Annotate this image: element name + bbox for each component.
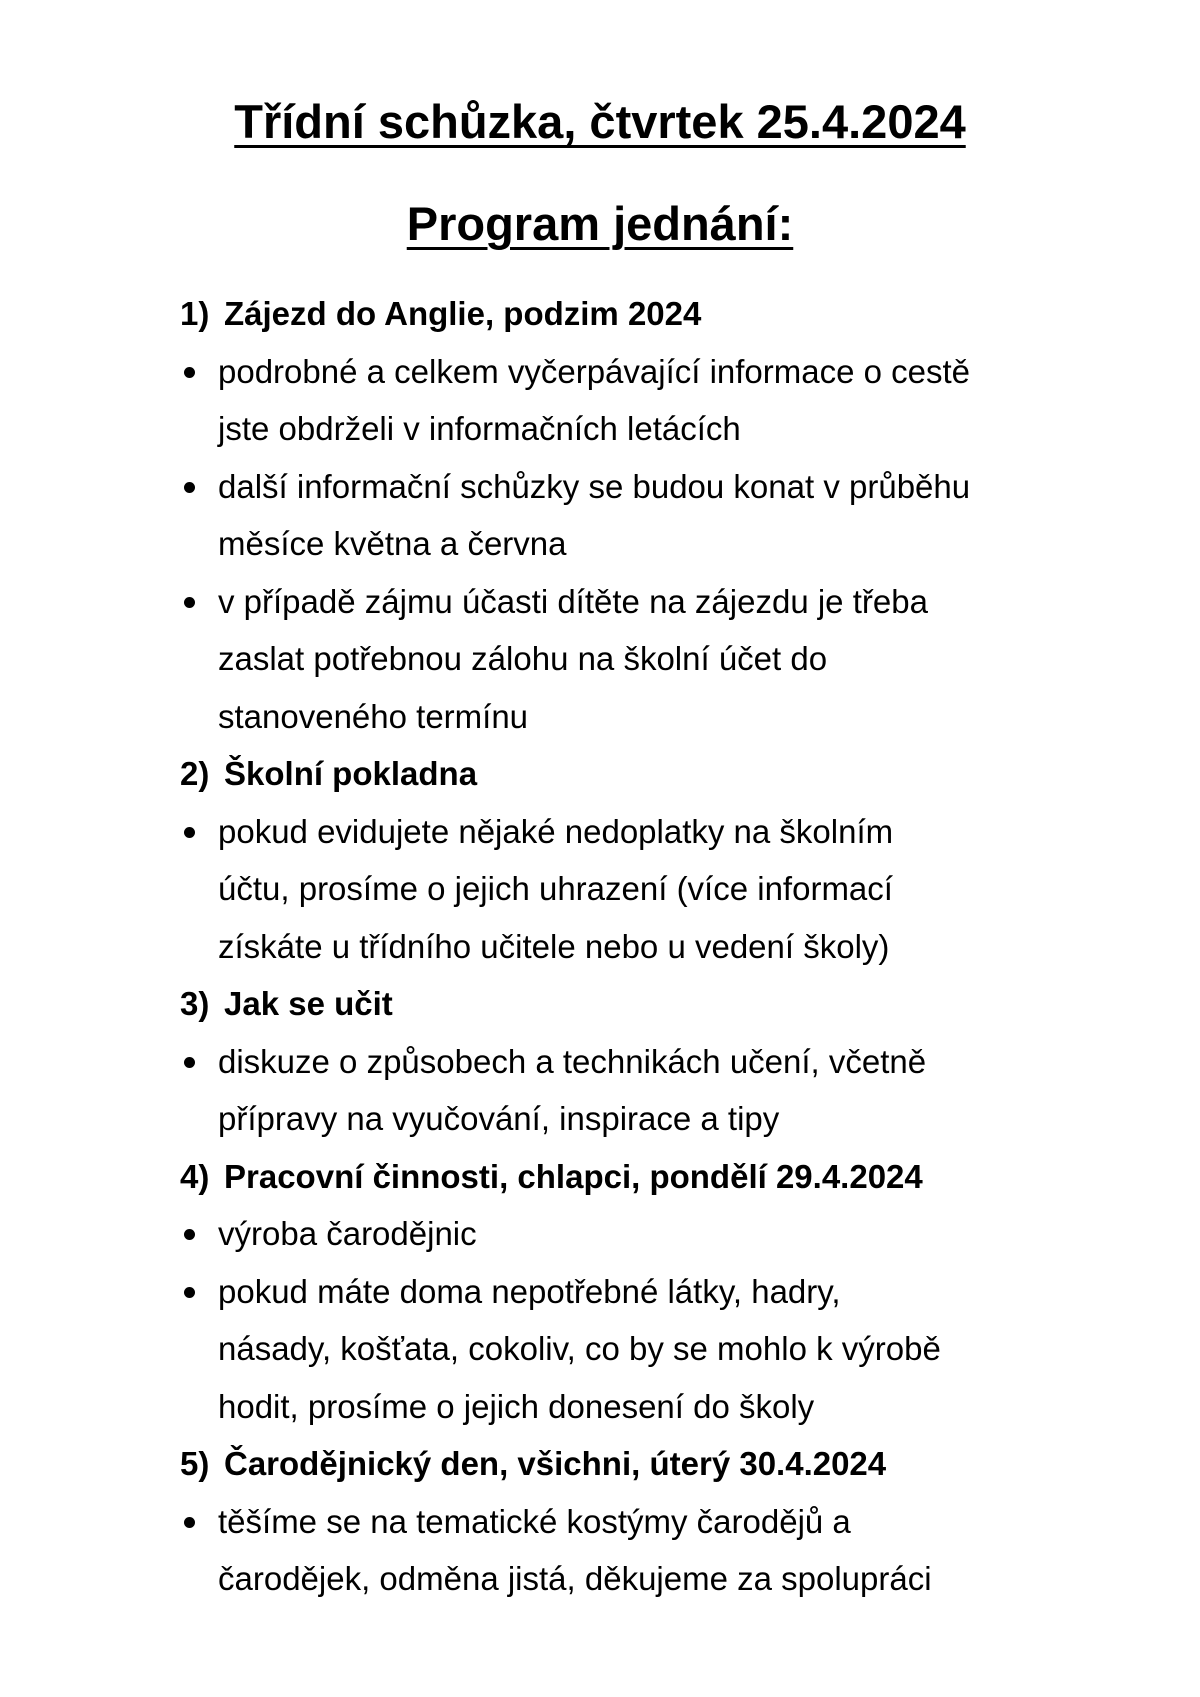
agenda-heading-text: Program jednání: <box>406 197 794 250</box>
bullet-dot-icon <box>184 367 195 378</box>
bullet-item <box>180 458 1080 573</box>
agenda-item-heading <box>180 745 1080 803</box>
agenda-item-title: Čarodějnický den, všichni, úterý 30.4.2024 <box>224 1445 887 1482</box>
agenda-item-heading <box>180 1148 1080 1206</box>
agenda-item-title: Jak se učit <box>224 985 393 1022</box>
bullet-item <box>180 573 1080 746</box>
bullet-dot-icon <box>184 597 195 608</box>
bullet-text-line: diskuze o způsobech a technikách učení, včetně <box>218 1042 927 1080</box>
bullet-item <box>180 1205 1080 1263</box>
bullet-text-line: pokud evidujete nějaké nedoplatky na školním <box>218 812 894 850</box>
bullet-text-line: podrobné a celkem vyčerpávající informace o cestě <box>218 352 971 390</box>
bullet-text-line: v případě zájmu účasti dítěte na zájezdu je třeba <box>218 582 928 620</box>
agenda-list <box>180 285 1080 1608</box>
bullet-text-line: přípravy na vyučování, inspirace a tipy <box>218 1100 780 1137</box>
bullet-text-line: těšíme se na tematické kostýmy čarodějů a <box>218 1502 851 1540</box>
agenda-item-title: Zájezd do Anglie, podzim 2024 <box>224 295 702 332</box>
bullet-text-line: zaslat potřebnou zálohu na školní účet do <box>218 640 828 677</box>
bullet-text-line: jste obdrželi v informačních letácích <box>218 410 741 447</box>
bullet-text-line: čarodějek, odměna jistá, děkujeme za spolupráci <box>218 1560 932 1597</box>
agenda-item-number: 5) <box>180 1445 210 1482</box>
bullet-dot-icon <box>184 1287 195 1298</box>
agenda-item-number: 1) <box>180 295 210 332</box>
agenda-item-number: 3) <box>180 985 210 1022</box>
agenda-item-heading <box>180 975 1080 1033</box>
bullet-text-line: násady, košťata, cokoliv, co by se mohlo k výrobě <box>218 1330 941 1367</box>
bullet-dot-icon <box>184 1057 195 1068</box>
bullet-text-line: stanoveného termínu <box>218 697 529 735</box>
document-title-text: Třídní schůzka, čtvrtek 25.4.2024 <box>234 95 966 148</box>
bullet-dot-icon <box>184 482 195 493</box>
bullet-text-line: výroba čarodějnic <box>218 1215 477 1252</box>
agenda-item-heading <box>180 1435 1080 1493</box>
bullet-text-line: další informační schůzky se budou konat v průběhu <box>218 467 971 505</box>
bullet-text-line: hodit, prosíme o jejich donesení do školy <box>218 1387 815 1425</box>
agenda-item-title: Školní pokladna <box>224 755 478 792</box>
agenda-item-title: Pracovní činnosti, chlapci, pondělí 29.4.2024 <box>224 1157 923 1195</box>
agenda-item-number: 4) <box>180 1157 210 1195</box>
document-title <box>0 94 1200 150</box>
bullet-text-line: pokud máte doma nepotřebné látky, hadry, <box>218 1272 841 1310</box>
bullet-dot-icon <box>184 1229 195 1240</box>
bullet-item <box>180 1263 1080 1436</box>
agenda-item-number: 2) <box>180 755 210 792</box>
bullet-item <box>180 343 1080 458</box>
bullet-text-line: měsíce května a června <box>218 525 567 562</box>
bullet-text-line: získáte u třídního učitele nebo u vedení školy) <box>218 927 890 965</box>
bullet-text-line: účtu, prosíme o jejich uhrazení (více informací <box>218 870 893 907</box>
agenda-heading <box>0 196 1200 252</box>
bullet-item <box>180 1493 1080 1608</box>
bullet-item <box>180 803 1080 976</box>
bullet-dot-icon <box>184 827 195 838</box>
bullet-item <box>180 1033 1080 1148</box>
bullet-dot-icon <box>184 1517 195 1528</box>
agenda-item-heading <box>180 285 1080 343</box>
